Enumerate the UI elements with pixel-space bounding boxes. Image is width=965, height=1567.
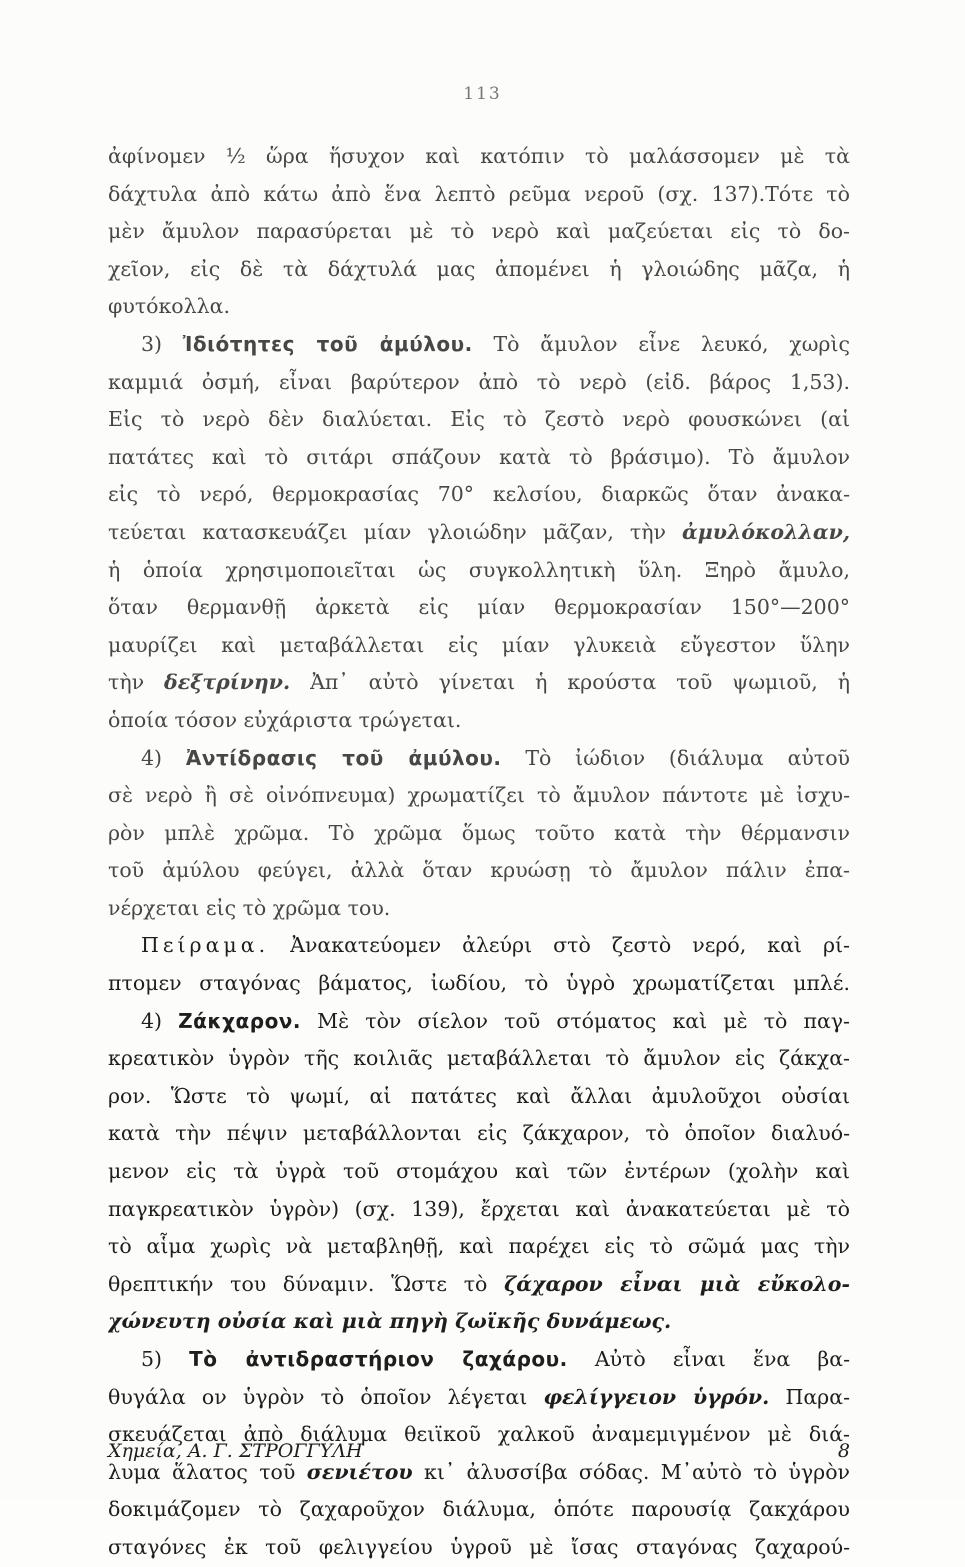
- emphasized-run: φελίγγειον ὑγρόν.: [543, 1384, 770, 1409]
- text-line: [108, 1191, 850, 1229]
- text-run: θρεπτικήν του δύναμιν. Ὥστε τὸ: [108, 1271, 505, 1296]
- text-run: Αὐτὸ εἶναι ἕνα βα-: [567, 1347, 850, 1371]
- text-line: [108, 965, 850, 1003]
- text-run: σὲ νερὸ ἢ σὲ οἰνόπνευμα) χρωματίζει τὸ ἄμυλον πάντοτε μὲ ἰσχυ-: [108, 783, 850, 808]
- text-line: [108, 1379, 850, 1417]
- text-run: ὅταν θερμανθῇ ἀρκετὰ εἰς μίαν θερμοκρασίαν 150°—200°: [108, 595, 850, 620]
- text-line: [108, 1078, 850, 1116]
- text-run: 4): [141, 745, 186, 770]
- text-run: χεῖον, εἰς δὲ τὰ δάχτυλά μας ἀπομένει ἡ γλοιώδης μᾶζα, ἡ: [108, 256, 850, 281]
- text-run: Τὸ ἄμυλον εἶνε λευκό, χωρὶς: [472, 331, 850, 356]
- text-run: πατάτες καὶ τὸ σιτάρι σπάζουν κατὰ τὸ βράσιμο). Τὸ ἄμυλον: [108, 444, 850, 469]
- text-line: [108, 927, 850, 965]
- text-run: Παρα-: [769, 1384, 850, 1409]
- text-run: θυγάλα ον ὑγρὸν τὸ ὁποῖον λέγεται: [108, 1384, 544, 1409]
- text-line: [108, 326, 850, 364]
- text-run: τοῦ ἀμύλου φεύγει, ἀλλὰ ὅταν κρυώσῃ τὸ ἄμυλον πάλιν ἐπα-: [108, 858, 850, 883]
- text-line: [108, 815, 850, 853]
- text-run: ἀφίνομεν ½ ὥρα ἥσυχον καὶ κατόπιν τὸ μαλάσσομεν μὲ τὰ: [108, 144, 850, 168]
- text-line: [108, 288, 850, 326]
- emphasized-run: Τὸ ἀντιδραστήριον ζαχάρου.: [189, 1347, 568, 1371]
- text-run: δοκιμάζομεν τὸ ζαχαροῦχον διάλυμα, ὁπότε παρουσίᾳ ζακχάρου: [108, 1497, 850, 1522]
- text-line: [108, 439, 850, 477]
- text-run: καμμιά ὀσμή, εἶναι βαρύτερον ἀπὸ τὸ νερὸ (εἰδ. βάρος 1,53).: [108, 369, 850, 394]
- text-run: τὸ αἷμα χωρὶς νὰ μεταβληθῇ, καὶ παρέχει εἰς τὸ σῶμά μας τὴν: [108, 1234, 850, 1259]
- footer-sheet-number: 8: [837, 1440, 850, 1462]
- text-line: [108, 514, 850, 552]
- text-line: [108, 1153, 850, 1191]
- body-text: [108, 138, 850, 1567]
- footer-signature: Χημεία, Α. Γ. ΣΤΡΟΓΓΥΛΗ: [108, 1440, 363, 1462]
- text-run: 5): [141, 1347, 190, 1371]
- text-run: νέρχεται εἰς τὸ χρῶμα του.: [108, 895, 391, 920]
- text-line: [108, 890, 850, 928]
- text-run: κατὰ τὴν πέψιν μεταβάλλονται εἰς ζάκχαρον, τὸ ὁποῖον διαλυό-: [108, 1121, 850, 1146]
- text-run: Τὸ ἰώδιον (διάλυμα αὐτοῦ: [501, 745, 850, 770]
- text-line: [108, 552, 850, 590]
- text-run: ὁποία τόσον εὐχάριστα τρώγεται.: [108, 707, 462, 732]
- emphasized-run: ἀμυλόκολλαν,: [682, 519, 850, 544]
- text-run: Εἰς τὸ νερὸ δὲν διαλύεται. Εἰς τὸ ζεστὸ νερὸ φουσκώνει (αἱ: [108, 407, 850, 432]
- text-line: [108, 664, 850, 702]
- text-run: μενον εἰς τὰ ὑγρὰ τοῦ στομάχου καὶ τῶν ἐντέρων (χολὴν καὶ: [108, 1159, 850, 1184]
- text-run: δάχτυλα ἀπὸ κάτω ἀπὸ ἕνα λεπτὸ ρεῦμα νεροῦ (σχ. 137).Τότε τὸ: [108, 181, 850, 206]
- text-line: [108, 1491, 850, 1529]
- text-line: [108, 213, 850, 251]
- text-run: μὲν ἄμυλον παρασύρεται μὲ τὸ νερὸ καὶ μαζεύεται εἰς τὸ δο-: [108, 219, 850, 244]
- emphasized-run: δεξτρίνην.: [164, 670, 291, 695]
- text-run: λυμα ἅλατος τοῦ: [108, 1459, 307, 1484]
- text-line: [108, 1303, 850, 1341]
- text-run: παγκρεατικὸν ὑγρὸν) (σχ. 139), ἔρχεται καὶ ἀνακατεύεται μὲ τὸ: [108, 1196, 850, 1221]
- text-run: 4): [141, 1008, 179, 1033]
- text-run: ἡ ὁποία χρησιμοποιεῖται ὡς συγκολλητικὴ ὕλη. Ξηρὸ ἄμυλο,: [108, 557, 850, 582]
- text-run: σκευάζεται ἀπὸ διάλυμα θειϊκοῦ χαλκοῦ ἀναμεμιγμένον μὲ διά-: [108, 1422, 850, 1447]
- page-number: 113: [463, 84, 502, 104]
- emphasized-run: χώνευτη οὐσία καὶ μιὰ πηγὴ ζωϊκῆς δυνάμεως.: [108, 1309, 672, 1334]
- text-line: [108, 176, 850, 214]
- text-run: Μὲ τὸν σίελον τοῦ στόματος καὶ μὲ τὸ παγ-: [301, 1008, 850, 1033]
- page-footer: [108, 1440, 850, 1470]
- text-line: [108, 1529, 850, 1567]
- text-line: [108, 740, 850, 778]
- text-run: φυτόκολλα.: [108, 294, 230, 319]
- text-line: [108, 627, 850, 665]
- text-run: Ἀνακατεύομεν ἀλεύρι στὸ ζεστὸ νερό, καὶ ρί-: [269, 933, 850, 958]
- text-line: [108, 1266, 850, 1304]
- text-run: ρον. Ὥστε τὸ ψωμί, αἱ πατάτες καὶ ἄλλαι ἀμυλοῦχοι οὐσίαι: [108, 1083, 850, 1108]
- text-line: [108, 777, 850, 815]
- text-run: εἰς τὸ νερό, θερμοκρασίας 70° κελσίου, διαρκῶς ὅταν ἀνακα-: [108, 482, 850, 507]
- text-line: [108, 401, 850, 439]
- emphasized-run: Ἀντίδρασις τοῦ ἀμύλου.: [185, 745, 502, 770]
- text-run: 3): [141, 331, 183, 356]
- emphasized-run: ζάχαρον εἶναι μιὰ εὔκολο-: [504, 1271, 850, 1296]
- emphasized-run: Ζάκχαρον.: [178, 1008, 302, 1033]
- text-line: [108, 476, 850, 514]
- text-line: [108, 852, 850, 890]
- emphasized-run: σενιέτου: [306, 1459, 413, 1484]
- emphasized-run: Ἰδιότητες τοῦ ἀμύλου.: [182, 331, 473, 356]
- text-line: [108, 702, 850, 740]
- text-run: τεύεται κατασκευάζει μίαν γλοιώδην μᾶζαν, τὴν: [108, 519, 683, 544]
- text-run: Ἀπ᾽ αὐτὸ γίνεται ἡ κρούστα τοῦ ψωμιοῦ, ἡ: [290, 670, 850, 695]
- text-line: [108, 1115, 850, 1153]
- text-line: [108, 138, 850, 176]
- text-line: [108, 364, 850, 402]
- text-line: [108, 251, 850, 289]
- text-line: [108, 1040, 850, 1078]
- text-run: μαυρίζει καὶ μεταβάλλεται εἰς μίαν γλυκειὰ εὔγεστον ὕλην: [108, 632, 850, 657]
- text-line: [108, 1341, 850, 1379]
- text-run: πτομεν σταγόνας βάματος, ἰωδίου, τὸ ὑγρὸ χρωματίζεται μπλέ.: [108, 971, 850, 996]
- text-run: κι᾽ ἀλυσσίβα σόδας. Μ᾽αὐτὸ τὸ ὑγρὸν: [412, 1459, 850, 1484]
- text-run: κρεατικὸν ὑγρὸν τῆς κοιλιᾶς μεταβάλλεται τὸ ἄμυλον εἰς ζάκχα-: [108, 1046, 850, 1071]
- emphasized-run: Πείραμα.: [141, 933, 270, 958]
- text-line: [108, 1228, 850, 1266]
- text-run: σταγόνες ἐκ τοῦ φελιγγείου ὑγροῦ μὲ ἴσας σταγόνας ζαχαρού-: [108, 1534, 850, 1559]
- text-run: τὴν: [108, 670, 165, 695]
- text-line: [108, 1003, 850, 1041]
- text-run: ρὸν μπλὲ χρῶμα. Τὸ χρῶμα ὅμως τοῦτο κατὰ τὴν θέρμανσιν: [108, 820, 850, 845]
- text-line: [108, 589, 850, 627]
